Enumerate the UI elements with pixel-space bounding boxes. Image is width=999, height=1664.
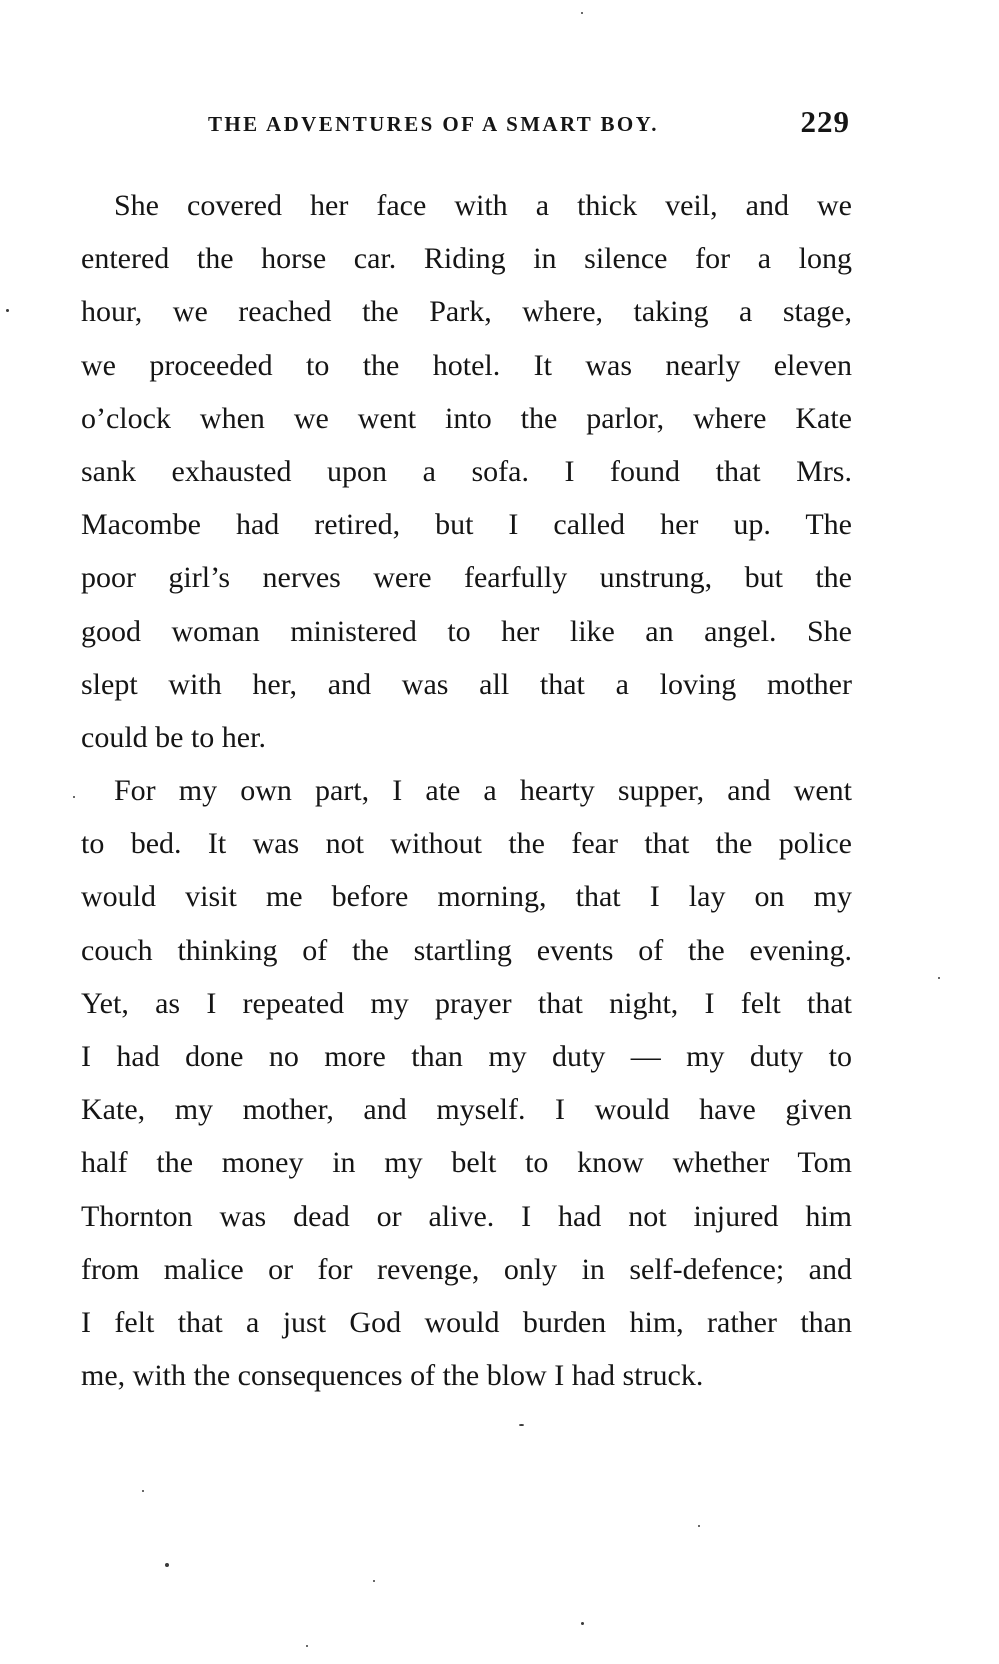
text-line: poor girl’s nerves were fearfully unstrung, but the [81,561,852,595]
text-line: I felt that a just God would burden him, rather than [81,1305,852,1339]
text-line: couch thinking of the startling events of the evening. [81,933,852,967]
scan-speck [581,1622,584,1625]
scan-speck [6,309,9,312]
text-line: For my own part, I ate a hearty supper, and went [114,774,852,808]
text-line: Kate, my mother, and myself. I would have given [81,1093,852,1127]
text-line: to bed. It was not without the fear that the police [81,827,852,861]
paragraph-2 [81,764,852,1402]
text-line: we proceeded to the hotel. It was nearly eleven [81,348,852,382]
scan-speck [142,1490,144,1492]
scan-speck [581,12,583,14]
text-line: Macombe had retired, but I called her up. The [81,508,852,542]
text-line: hour, we reached the Park, where, taking a stage, [81,295,852,329]
text-line: Yet, as I repeated my prayer that night, I felt that [81,986,852,1020]
text-line: me, with the consequences of the blow I had struck. [81,1359,704,1393]
paragraph-1 [81,179,852,764]
text-line: from malice or for revenge, only in self-defence; and [81,1252,852,1286]
text-line: could be to her. [81,720,266,754]
scan-speck [306,1645,308,1647]
page-number: 229 [800,104,850,139]
text-line: She covered her face with a thick veil, and we [114,189,852,222]
scan-speck [698,1525,700,1527]
text-line: good woman ministered to her like an angel. She [81,614,852,648]
text-line: sank exhausted upon a sofa. I found that Mrs. [81,454,852,488]
running-title: THE ADVENTURES OF A SMART BOY. [208,112,659,136]
text-line: I had done no more than my duty — my duty to [81,1040,852,1073]
text-line: half the money in my belt to know whether Tom [81,1146,852,1180]
scan-speck [165,1563,169,1567]
text-line: o’clock when we went into the parlor, where Kate [81,401,852,435]
scan-speck [938,977,940,979]
running-header [80,104,850,148]
scan-speck [373,1580,375,1582]
body-text [81,179,852,1402]
text-line: slept with her, and was all that a loving mother [81,667,852,701]
text-line: would visit me before morning, that I lay on my [81,880,852,914]
scan-speck [73,796,75,798]
text-line: entered the horse car. Riding in silence for a long [81,242,852,276]
scan-speck [519,1424,524,1426]
text-line: Thornton was dead or alive. I had not injured him [81,1199,852,1233]
